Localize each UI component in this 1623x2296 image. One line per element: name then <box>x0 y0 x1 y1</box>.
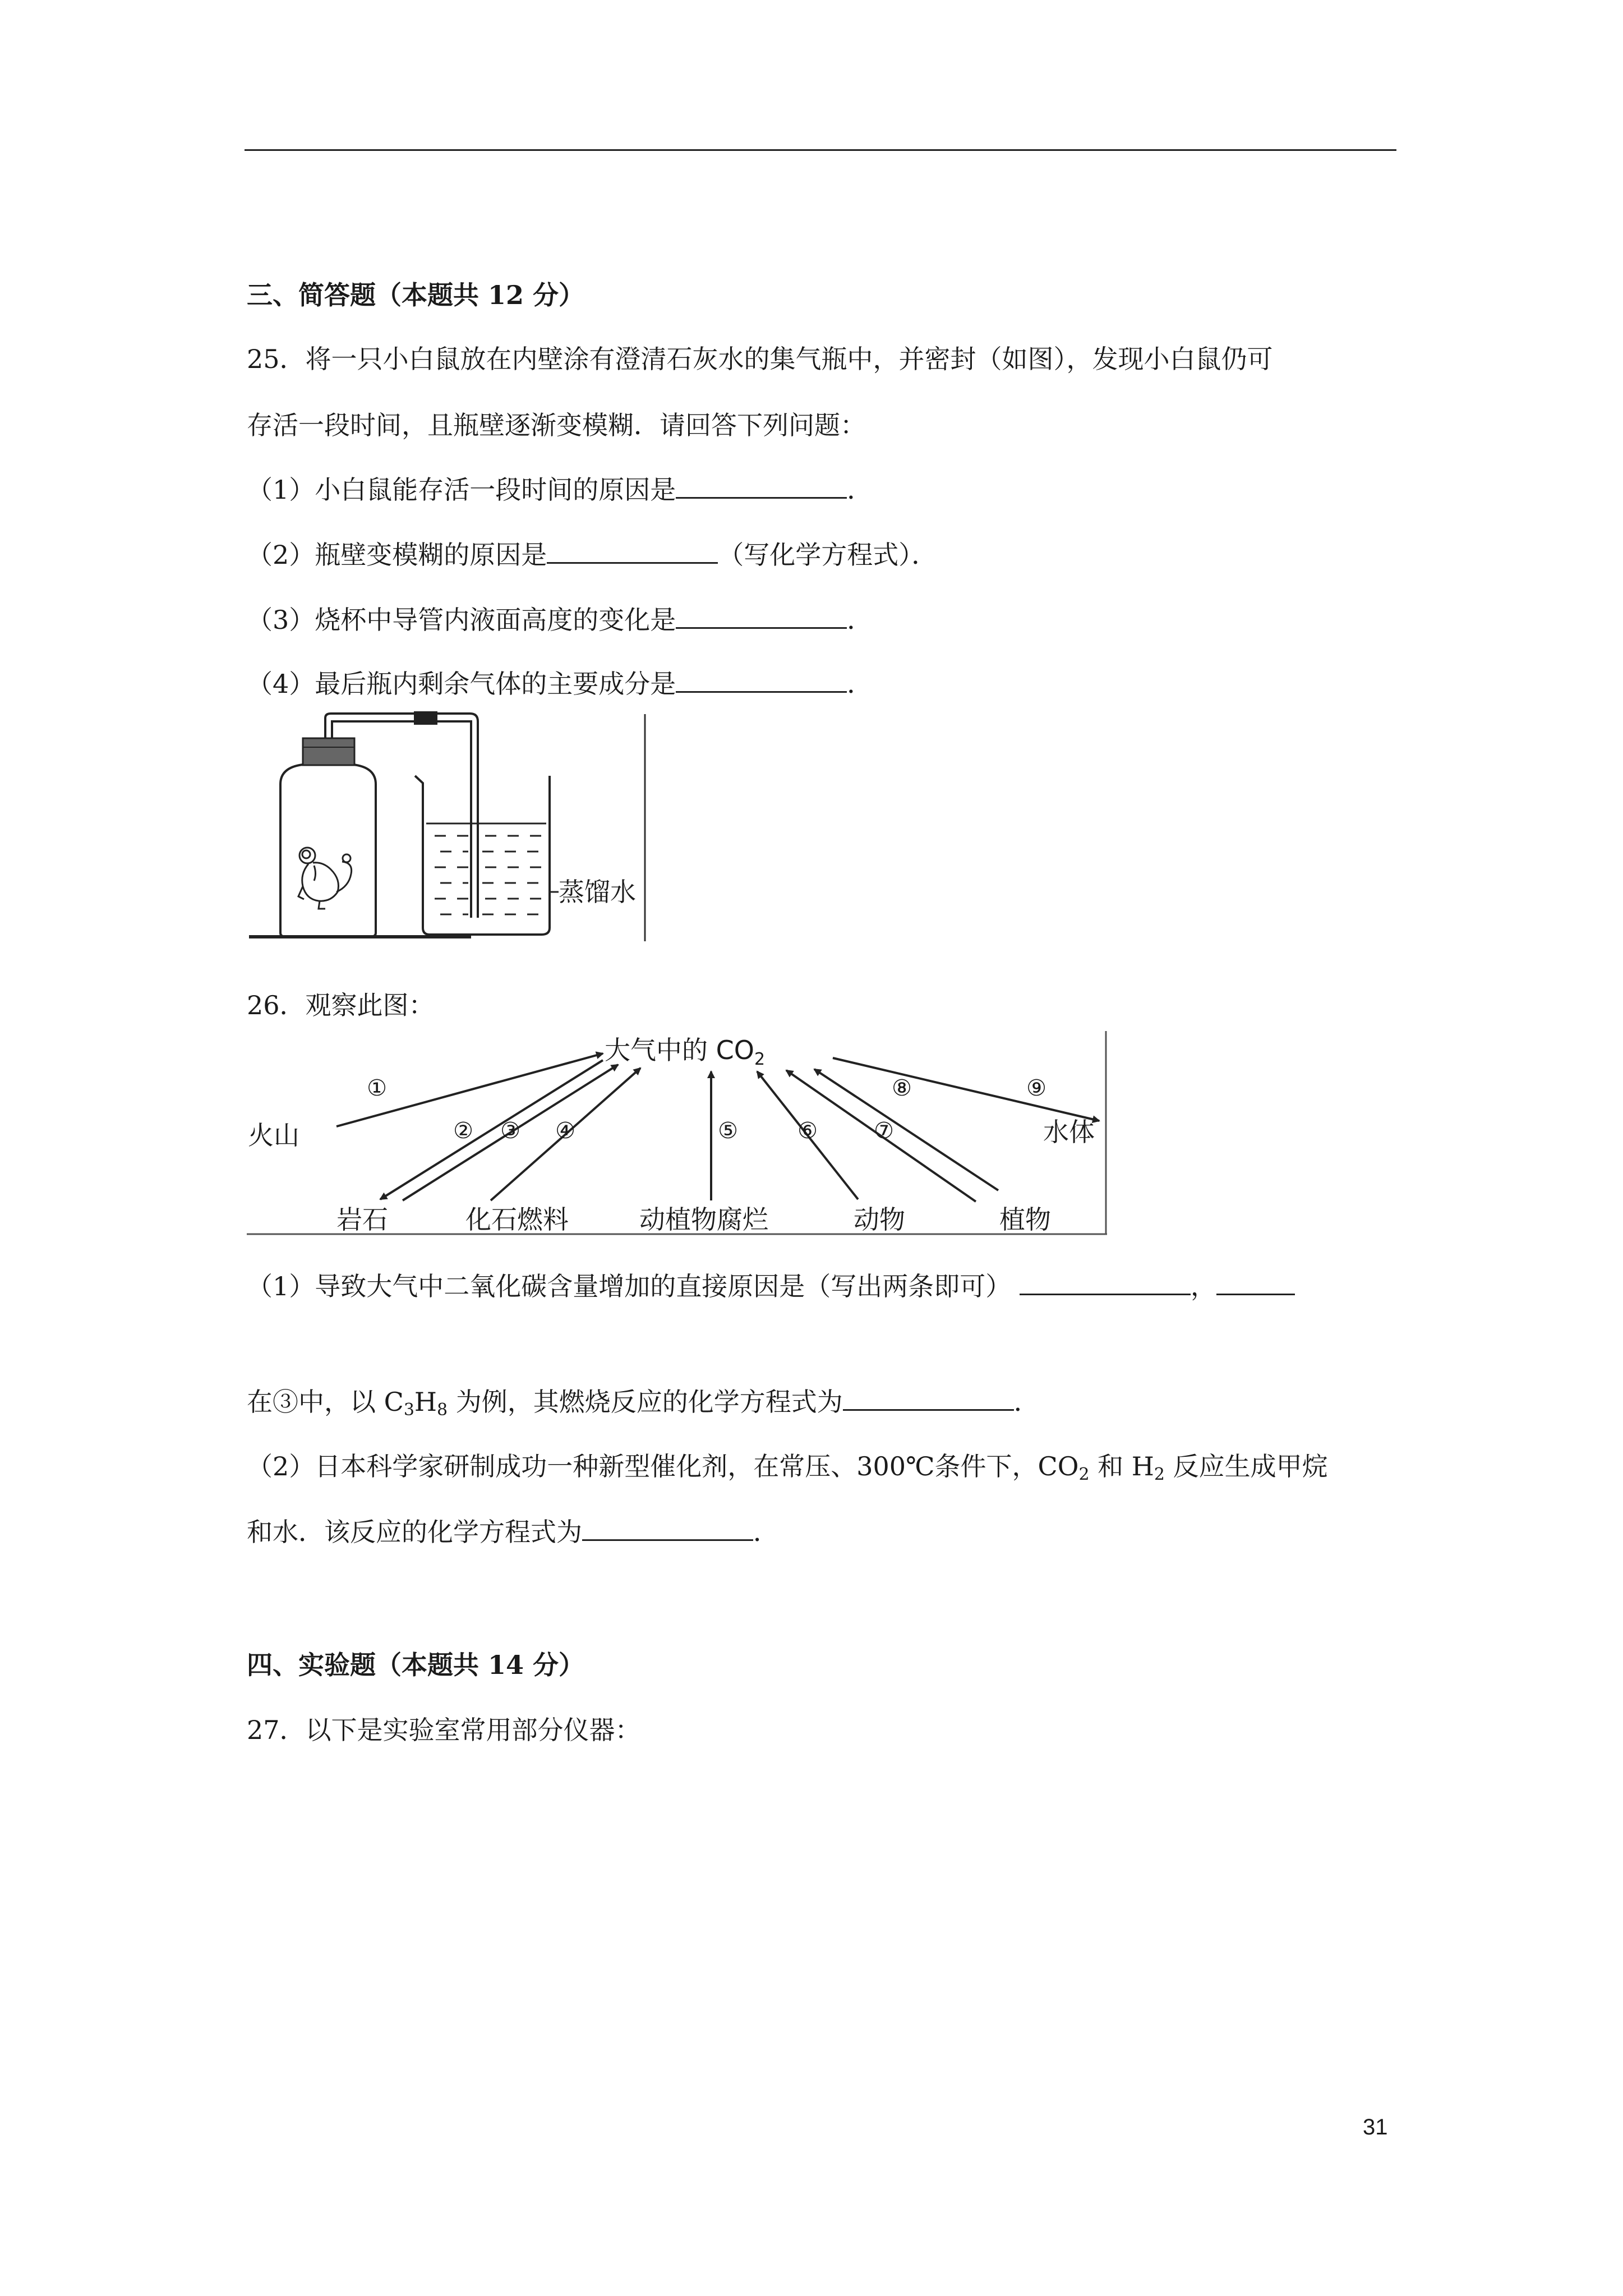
q26-part1: （1）导致大气中二氧化碳含量增加的直接原因是（写出两条即可） ， <box>247 1269 1295 1303</box>
volcano-label: 火山 <box>248 1120 299 1151</box>
q27-stem: 27．以下是实验室常用部分仪器： <box>247 1715 641 1745</box>
atmosphere-co2-label: 大气中的 $CO_2$ <box>605 1035 766 1069</box>
answer-blank <box>1020 1269 1191 1295</box>
white-mouse <box>298 848 352 909</box>
water-body-label: 水体 <box>1043 1117 1095 1147</box>
beaker <box>415 776 550 935</box>
header-rule <box>245 149 1396 151</box>
label-3: ③ <box>500 1118 520 1144</box>
label-7: ⑦ <box>874 1118 894 1144</box>
label-1: ① <box>367 1075 387 1101</box>
animal-label: 动物 <box>854 1204 905 1235</box>
q25-part2: （2）瓶壁变模糊的原因是 （写化学方程式）． <box>247 537 937 572</box>
answer-blank <box>582 1515 753 1541</box>
distilled-water-label: 蒸馏水 <box>559 877 636 907</box>
q26-part2: （2）日本科学家研制成功一种新型催化剂，在常压、300℃条件下，$CO_2$ 和 $H_2$ 反应生成甲烷 <box>247 1451 1328 1484</box>
label-9: ⑨ <box>1026 1075 1046 1101</box>
answer-blank <box>676 602 847 629</box>
label-2: ② <box>453 1118 473 1144</box>
q25-apparatus-figure <box>247 711 651 947</box>
q25-stem-line2: 存活一段时间，且瓶壁逐渐变模糊．请回答下列问题： <box>247 410 866 440</box>
label-8: ⑧ <box>892 1075 912 1101</box>
q26-stem: 26．观察此图： <box>247 990 435 1020</box>
q25-part3: （3）烧杯中导管内液面高度的变化是 ． <box>247 602 873 637</box>
q26-carbon-cycle-diagram <box>247 1031 1110 1244</box>
q25-part4: （4）最后瓶内剩余气体的主要成分是 ． <box>247 666 873 701</box>
q26-part1b: 在③中，以 $C_3H_8$ 为例，其燃烧反应的化学方程式为 ． <box>247 1384 1040 1419</box>
fossil-fuel-label: 化石燃料 <box>465 1204 569 1235</box>
q26-part2-line2: 和水．该反应的化学方程式为 ． <box>247 1515 779 1549</box>
page-number: 31 <box>1363 2115 1388 2139</box>
answer-blank <box>1216 1269 1295 1295</box>
rock-label: 岩石 <box>336 1204 388 1235</box>
gas-jar <box>280 738 376 937</box>
label-4: ④ <box>555 1118 575 1144</box>
label-6: ⑥ <box>797 1118 818 1144</box>
q25-stem-line1: 25．将一只小白鼠放在内壁涂有澄清石灰水的集气瓶中，并密封（如图），发现小白鼠仍可 <box>247 344 1273 374</box>
label-5: ⑤ <box>718 1118 738 1144</box>
section4-heading: 四、实验题（本题共 14 分） <box>247 1650 585 1680</box>
answer-blank <box>676 472 847 499</box>
section3-heading: 三、简答题（本题共 12 分） <box>247 280 585 310</box>
answer-blank <box>547 537 718 564</box>
plant-label: 植物 <box>999 1204 1051 1235</box>
decay-label: 动植物腐烂 <box>639 1204 768 1235</box>
answer-blank <box>843 1384 1014 1411</box>
answer-blank <box>676 666 847 693</box>
q25-part1: （1）小白鼠能存活一段时间的原因是 ． <box>247 472 873 507</box>
